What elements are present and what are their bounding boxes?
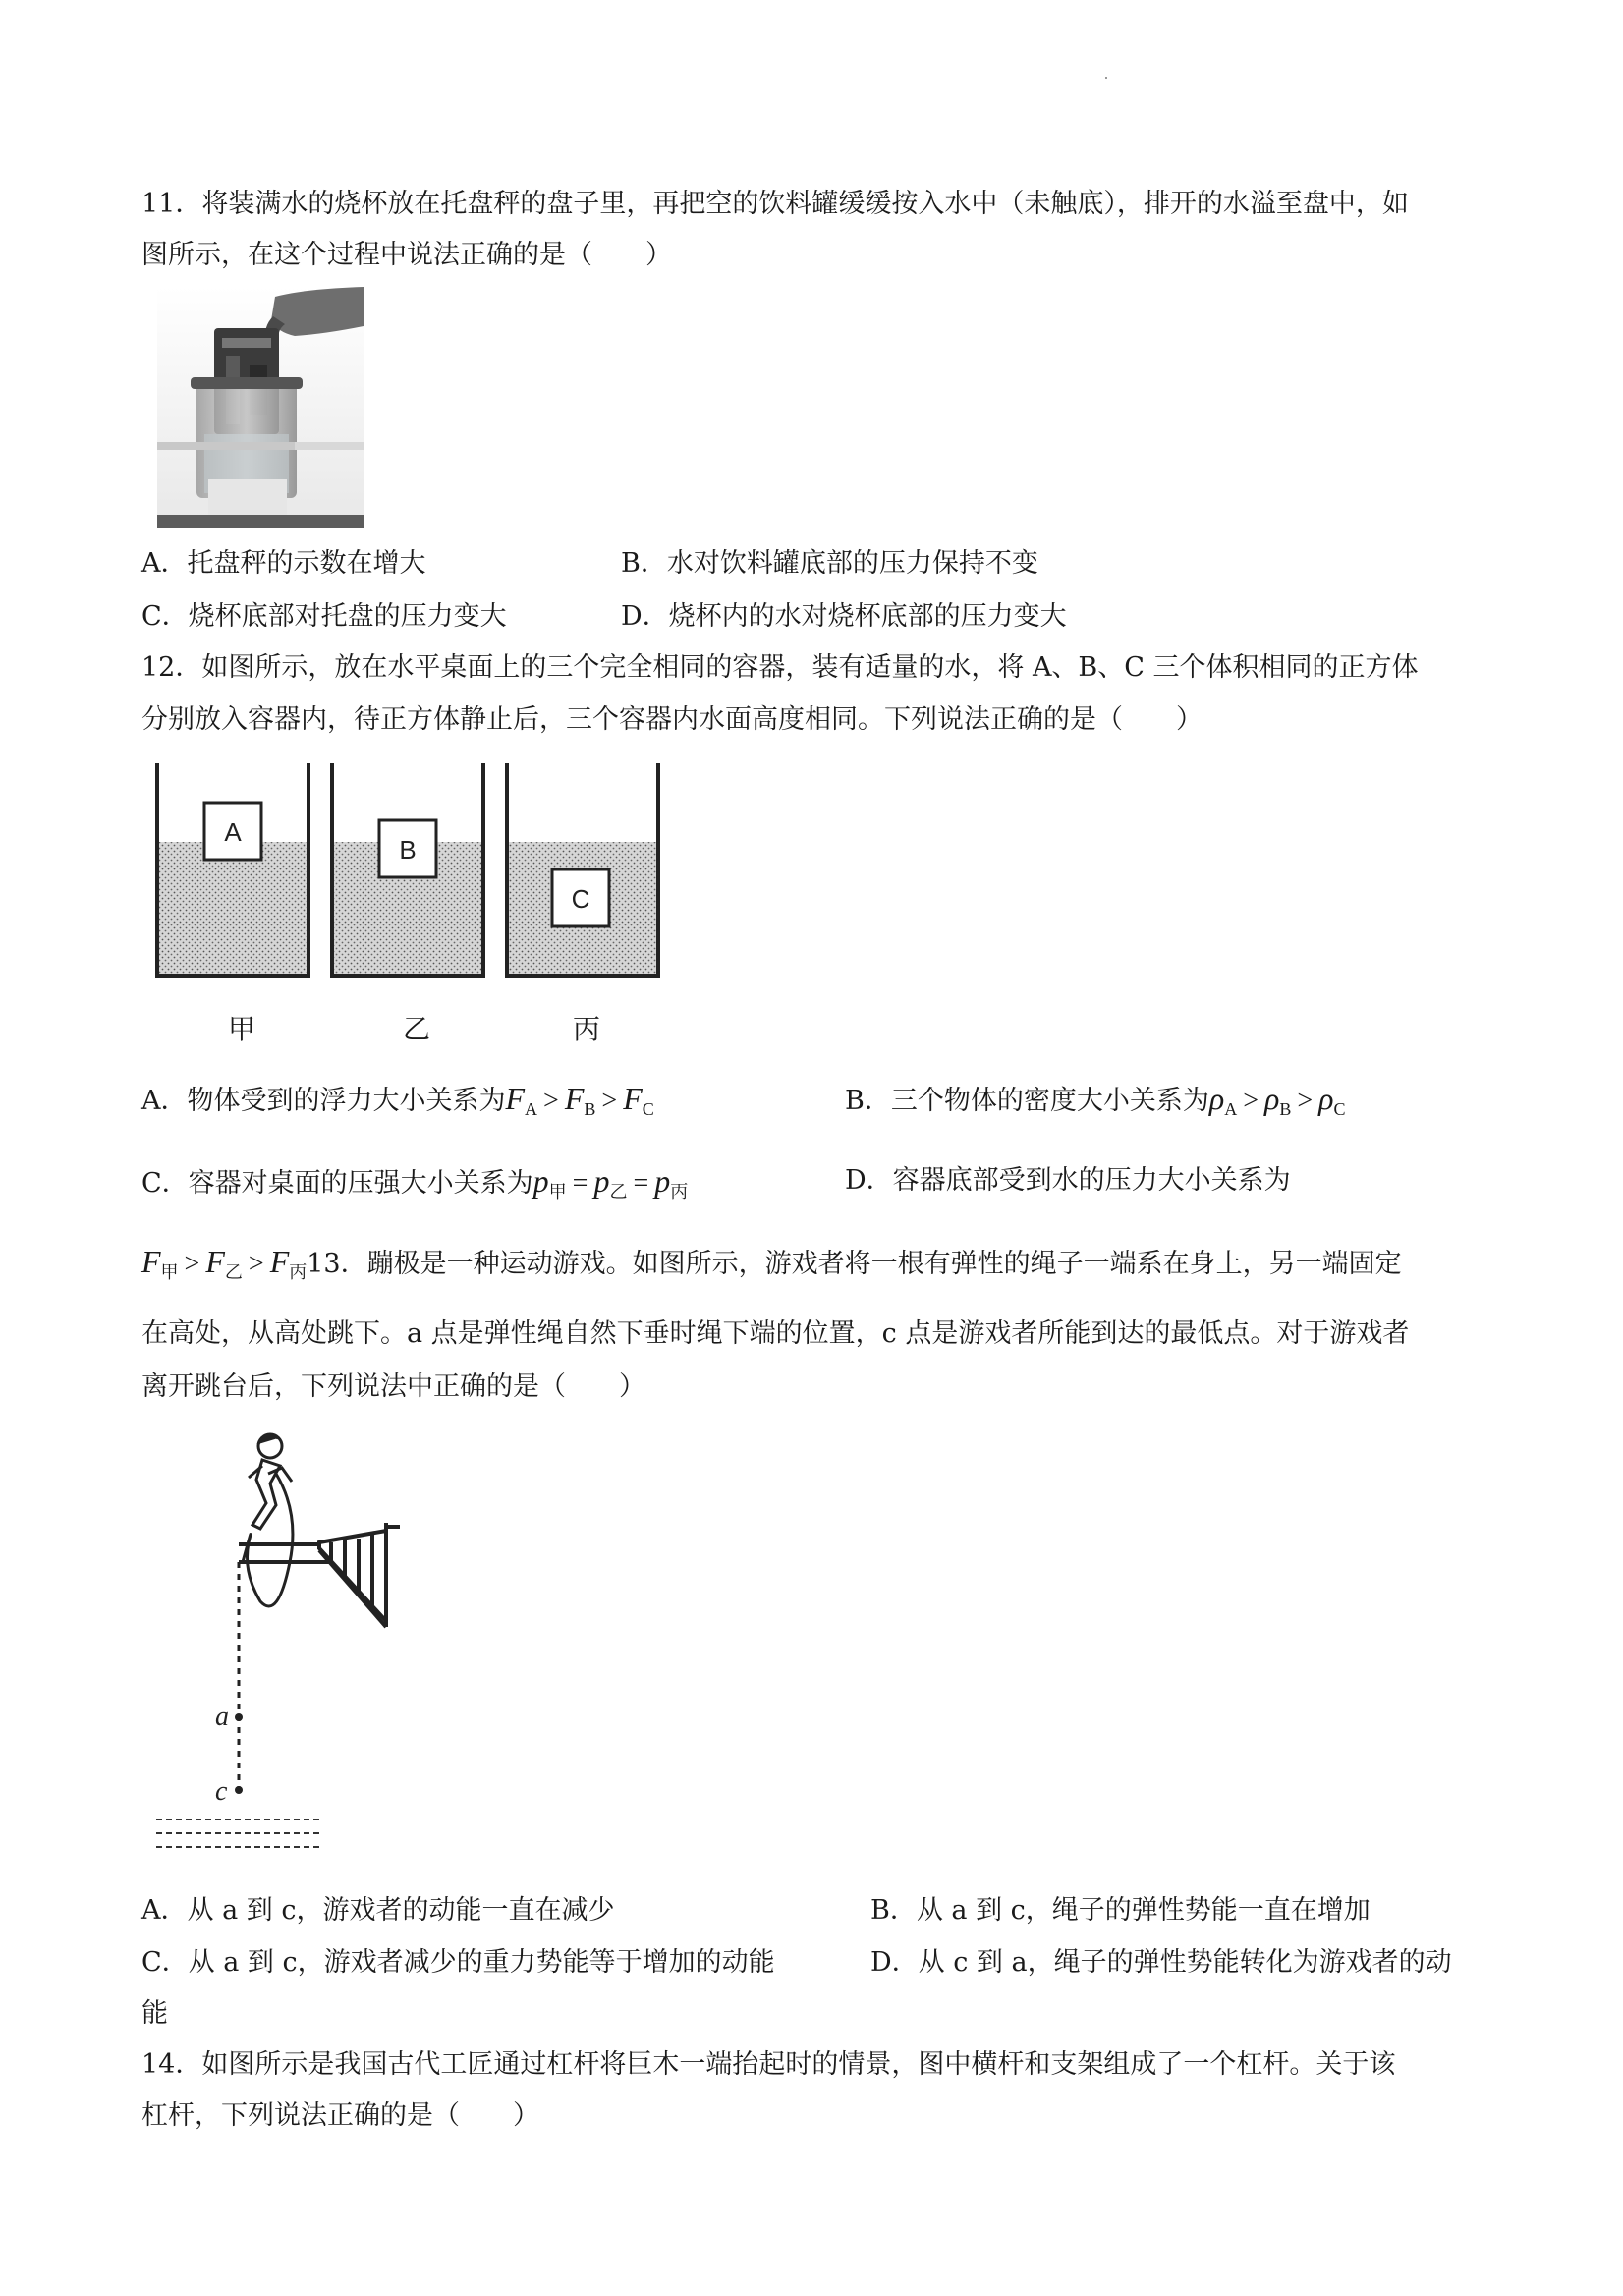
- q11-option-a: A．托盘秤的示数在增大: [141, 548, 426, 579]
- q13-stem-line3: 离开跳台后，下列说法中正确的是（ ）: [141, 1372, 645, 1402]
- q12-stem-line1: 12．如图所示，放在水平桌面上的三个完全相同的容器，装有适量的水，将 A、B、C 三个体积相同的正方体: [141, 652, 1419, 683]
- q11-option-d: D．烧杯内的水对烧杯底部的压力变大: [621, 601, 1067, 632]
- q11-stem-line2: 图所示，在这个过程中说法正确的是（ ）: [141, 240, 672, 270]
- caption-bing: 丙: [573, 1013, 601, 1045]
- q13-option-b: B．从 a 到 c，绳子的弹性势能一直在增加: [870, 1895, 1371, 1926]
- q12-option-c-text: C．容器对桌面的压强大小关系为: [141, 1168, 533, 1199]
- container-bing: [507, 763, 658, 976]
- block-b-label: B: [399, 835, 417, 865]
- q13-bungee-figure: [152, 1425, 408, 1867]
- label-c: c: [215, 1776, 228, 1807]
- q12-stem-line2: 分别放入容器内，待正方体静止后，三个容器内水面高度相同。下列说法正确的是（ ）: [141, 704, 1203, 735]
- q11-option-c: C．烧杯底部对托盘的压力变大: [141, 601, 507, 632]
- q12-option-a: A．物体受到的浮力大小关系为$F_A > F_B > F_C$: [141, 1081, 654, 1119]
- q13-stem-line2: 在高处，从高处跳下。a 点是弹性绳自然下垂时绳下端的位置，c 点是游戏者所能到达的最低点。对于游戏者: [141, 1318, 1410, 1349]
- q11-option-b: B．水对饮料罐底部的压力保持不变: [621, 548, 1038, 579]
- q11-photo-beaker-scale: [157, 287, 364, 528]
- q12-option-a-text: A．物体受到的浮力大小关系为: [141, 1086, 506, 1116]
- point-a: [235, 1713, 243, 1721]
- q12-option-d-formula: $F_甲 > F_乙 > F_丙$: [141, 1244, 308, 1282]
- speck: [1105, 77, 1107, 79]
- q12-option-d: D．容器底部受到水的压力大小关系为: [845, 1165, 1291, 1196]
- q13-option-d-continued: 能: [141, 1998, 168, 2029]
- q12-option-b: B．三个物体的密度大小关系为$\rho_A > \rho_B > \rho_C$: [845, 1081, 1346, 1119]
- block-a-label: A: [224, 817, 242, 847]
- point-c: [235, 1786, 243, 1794]
- q13-stem-line1: $F_甲 > F_乙 > F_丙13$．蹦极是一种运动游戏。如图所示，游戏者将一根有弹性的绳子一端系在身上，另一端固定: [141, 1244, 1402, 1282]
- q12-option-c: C．容器对桌面的压强大小关系为$p_甲 = p_乙 = p_丙$: [141, 1163, 689, 1202]
- q13-option-a: A．从 a 到 c，游戏者的动能一直在减少: [141, 1895, 615, 1926]
- caption-yi: 乙: [403, 1013, 431, 1045]
- q13-option-c: C．从 a 到 c，游戏者减少的重力势能等于增加的动能: [141, 1947, 775, 1978]
- label-a: a: [215, 1702, 229, 1732]
- q14-stem-line1: 14．如图所示是我国古代工匠通过杠杆将巨木一端抬起时的情景，图中横杆和支架组成了一个杠杆。关于该: [141, 2049, 1396, 2080]
- block-c-label: C: [571, 884, 590, 914]
- q12-containers-figure: [149, 761, 660, 987]
- caption-jia: 甲: [228, 1013, 256, 1045]
- q14-stem-line2: 杠杆，下列说法正确的是（ ）: [141, 2100, 539, 2131]
- q12-option-b-text: B．三个物体的密度大小关系为: [845, 1086, 1209, 1116]
- q13-option-d: D．从 c 到 a，绳子的弹性势能转化为游戏者的动: [870, 1947, 1452, 1978]
- container-jia: [157, 763, 308, 976]
- container-yi: [332, 763, 483, 976]
- q11-stem-line1: 11．将装满水的烧杯放在托盘秤的盘子里，再把空的饮料罐缓缓按入水中（未触底），排开的水溢至盘中，如: [141, 189, 1409, 219]
